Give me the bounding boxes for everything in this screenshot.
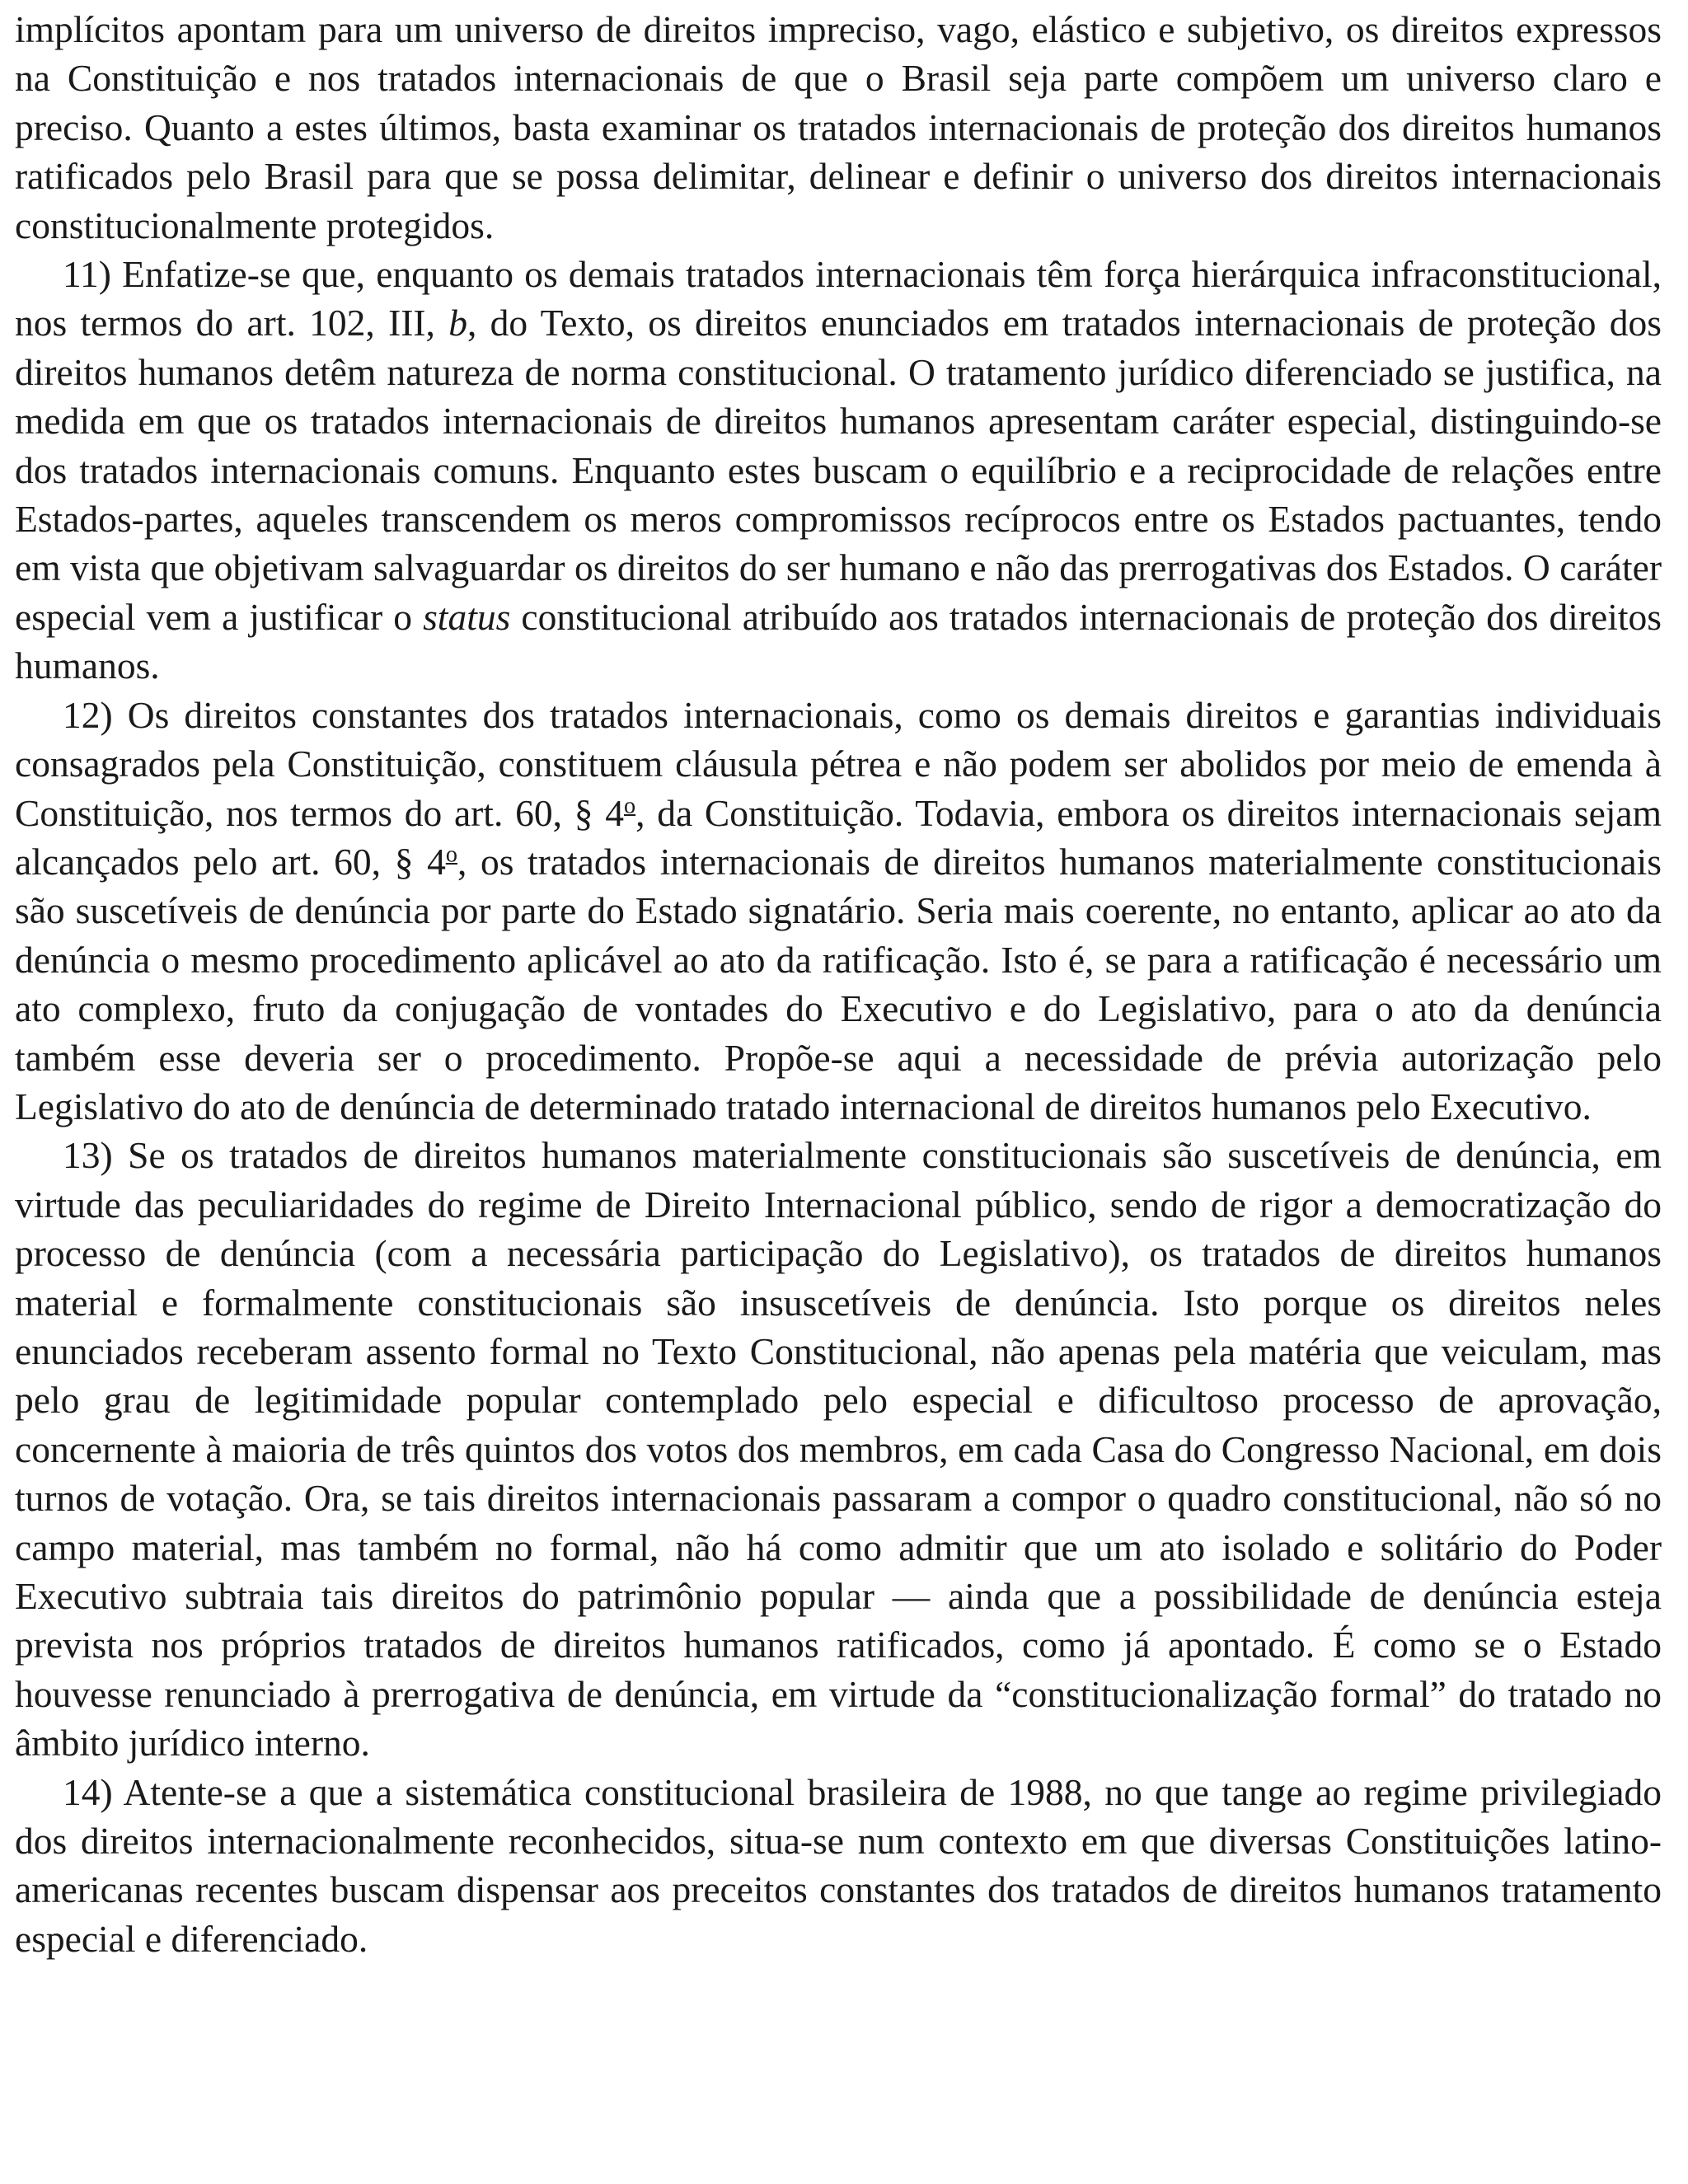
italic-letter: b bbox=[448, 302, 467, 344]
paragraph-text: , os tratados internacionais de direitos humanos materialmente constitucionais são suscetíveis de denúncia por parte do Estado signatário. Seria mais coerente, no entanto, aplicar ao ato da denúncia o mesmo procedimento aplicável ao ato da ratificação. Isto é, se para a ratificação é necessário um ato complexo, fruto da conjugação de vontades do Executivo e do Legislativo, para o ato da denúncia também esse deveria ser o procedimento. Propõe-se aqui a necessidade de prévia autorização pelo Legislativo do ato de denúncia de determinado tratado internacional de direitos humanos pelo Executivo. bbox=[15, 840, 1662, 1127]
paragraph-12 bbox=[15, 691, 1662, 1132]
ordinal-indicator: o bbox=[623, 793, 636, 818]
paragraph-text: implícitos apontam para um universo de direitos impreciso, vago, elástico e subjetivo, os direitos expressos na Constituição e nos tratados internacionais de que o Brasil seja parte compõem um universo claro e preciso. Quanto a estes últimos, basta examinar os tratados internacionais de proteção dos direitos humanos ratificados pelo Brasil para que se possa delimitar, delinear e definir o universo dos direitos internacionais constitucionalmente protegidos. bbox=[15, 8, 1662, 246]
paragraph-14 bbox=[15, 1768, 1662, 1964]
paragraph-text: 14) Atente-se a que a sistemática constitucional brasileira de 1988, no que tange ao regime privilegiado dos direitos internacionalmente reconhecidos, situa-se num contexto em que diversas Constituições latino-americanas recentes buscam dispensar aos preceitos constantes dos tratados de direitos humanos tratamento especial e diferenciado. bbox=[15, 1770, 1662, 1960]
document-page bbox=[15, 5, 1662, 1963]
ordinal-indicator: o bbox=[445, 841, 457, 868]
paragraph-text: , do Texto, os direitos enunciados em tratados internacionais de proteção dos direitos humanos detêm natureza de norma constitucional. O tratamento jurídico diferenciado se justifica, na medida em que os tratados internacionais de direitos humanos apresentam caráter especial, distinguindo-se dos tratados internacionais comuns. Enquanto estes buscam o equilíbrio e a reciprocidade de relações entre Estados-partes, aqueles transcendem os meros compromissos recíprocos entre os Estados pactuantes, tendo em vista que objetivam salvaguardar os direitos do ser humano e não das prerrogativas dos Estados. O caráter especial vem a justificar o bbox=[15, 302, 1662, 638]
italic-term: status bbox=[423, 595, 511, 638]
paragraph-text: 13) Se os tratados de direitos humanos materialmente constitucionais são suscetíveis de denúncia, em virtude das peculiaridades do regime de Direito Internacional público, sendo de rigor a democratização do processo de denúncia (com a necessária participação do Legislativo), os tratados de direitos humanos material e formalmente constitucionais são insuscetíveis de denúncia. Isto porque os direitos neles enunciados receberam assento formal no Texto Constitucional, não apenas pela matéria que veiculam, mas pelo grau de legitimidade popular contemplado pelo especial e dificultoso processo de aprovação, concernente à maioria de três quintos dos votos dos membros, em cada Casa do Congresso Nacional, em dois turnos de votação. Ora, se tais direitos internacionais passaram a compor o quadro constitucional, não só no campo material, mas também no formal, não há como admitir que um ato isolado e solitário do Poder Executivo subtraia tais direitos do patrimônio popular — ainda que a possibilidade de denúncia esteja prevista nos próprios tratados de direitos humanos ratificados, como já apontado. É como se o Estado houvesse renunciado à prerrogativa de denúncia, em virtude da “constitucionalização formal” do tratado no âmbito jurídico interno. bbox=[15, 1134, 1662, 1765]
paragraph-10-continuation bbox=[15, 5, 1662, 250]
paragraph-text: , da Constituição. Todavia, embora os direitos internacionais sejam alcançados pelo art. 60, § 4 bbox=[15, 791, 1662, 883]
paragraph-13 bbox=[15, 1131, 1662, 1767]
paragraph-11 bbox=[15, 250, 1662, 691]
paragraph-text: 12) Os direitos constantes dos tratados internacionais, como os demais direitos e garantias individuais consagrados pela Constituição, constituem cláusula pétrea e não podem ser abolidos por meio de emenda à Constituição, nos termos do art. 60, § 4 bbox=[15, 693, 1662, 834]
paragraph-text: 11) Enfatize-se que, enquanto os demais tratados internacionais têm força hierárquica infraconstitucional, nos termos do art. 102, III, bbox=[15, 253, 1662, 344]
paragraph-text: constitucional atribuído aos tratados internacionais de proteção dos direitos humanos. bbox=[15, 595, 1662, 687]
